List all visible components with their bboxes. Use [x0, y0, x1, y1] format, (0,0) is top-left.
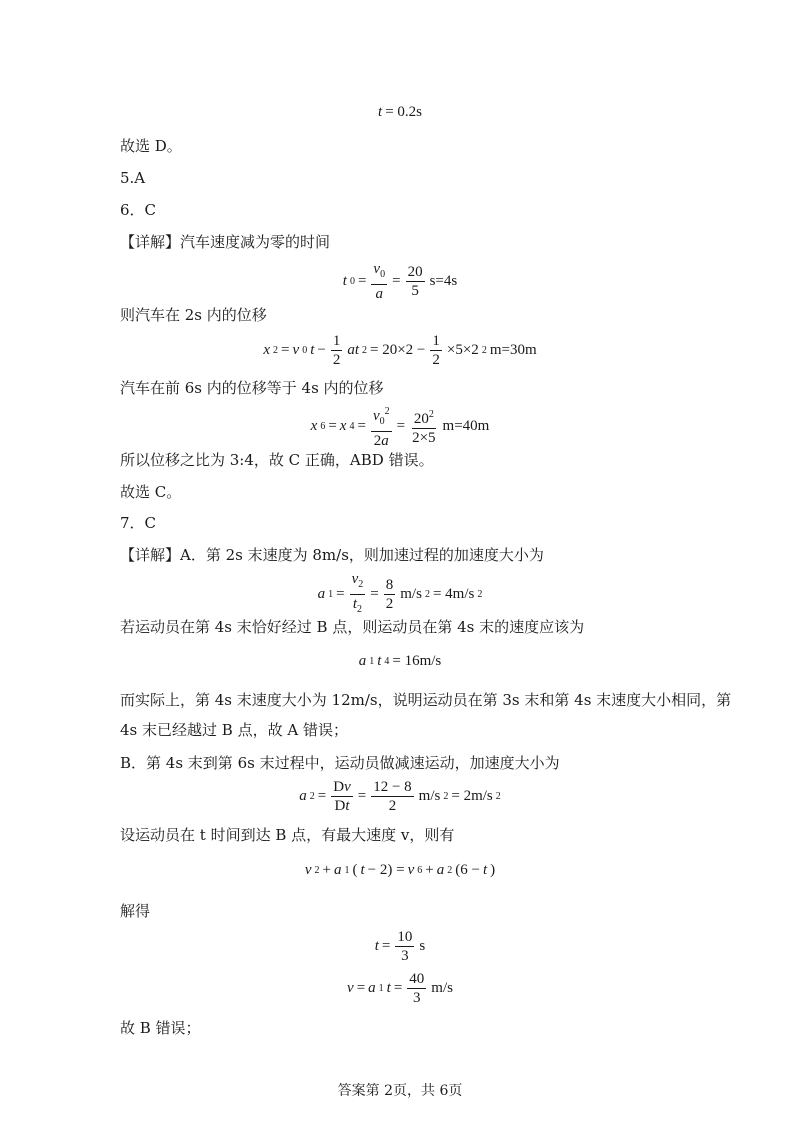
text-line: 所以位移之比为 3:4，故 C 正确，ABD 错误。: [120, 451, 434, 469]
text-line: 汽车在前 6s 内的位移等于 4s 内的位移: [120, 379, 384, 397]
text-line: 6．C: [120, 201, 157, 219]
text-line: 设运动员在 t 时间到达 B 点，有最大速度 v，则有: [120, 826, 455, 844]
equation-a2: a 2 = $\frac{Dv}{Dt}$ = $\frac{12 - 8}{2}$ m/s 2 = 2m/s 2: [299, 779, 501, 814]
text-line: 【详解】汽车速度减为零的时间: [120, 233, 331, 251]
equation-a1t4: a 1 t 4 = 16m/s: [358, 653, 442, 669]
text-line: 故选 C。: [120, 483, 182, 501]
text-line: 故选 D。: [120, 137, 182, 155]
text-line: 解得: [120, 902, 151, 920]
text-line: 【详解】A．第 2s 末速度为 8m/s，则加速过程的加速度大小为: [120, 546, 544, 564]
text-line: B．第 4s 末到第 6s 末过程中，运动员做减速运动，加速度大小为: [120, 754, 560, 772]
equation-t0: t 0 = $\frac{v_0}{a}$ = $\frac{20}{5}$ s=4s: [342, 261, 458, 302]
text-line: 则汽车在 2s 内的位移: [120, 306, 267, 324]
text-line: 5.A: [120, 169, 146, 187]
text-line: 故 B 错误；: [120, 1019, 201, 1037]
equation-x2: x 2 = v 0 t − $\frac{1}{2}$ at 2 = 20×2 − $\frac{1}{2}$ ×5×2 2 m=30m: [263, 333, 537, 368]
equation-a1: a 1 = $\frac{v_2}{t_2}$ = $\frac{8}{2}$ m/s 2 = 4m/s 2: [317, 571, 483, 615]
text-line: 7．C: [120, 514, 157, 532]
equation-t-solution: t = $\frac{10}{3}$ s: [374, 929, 426, 964]
page-footer: 答案第 2页，共 6页: [337, 1083, 463, 1099]
text-line: 而实际上，第 4s 末速度大小为 12m/s，说明运动员在第 3s 末和第 4s 末速度大小相同，第: [120, 691, 732, 709]
equation-t: t = 0.2s: [378, 104, 422, 120]
equation-v-solution: v = a 1 t = $\frac{40}{3}$ m/s: [347, 971, 453, 1006]
text-line: 若运动员在第 4s 末恰好经过 B 点，则运动员在第 4s 末的速度应该为: [120, 618, 585, 636]
text-line: 4s 末已经越过 B 点，故 A 错误；: [120, 721, 348, 739]
equation-x6: x 6 = x 4 = $\frac{v_0^2}{2a}$ = $\frac{20^2}{2\times 5}$ m=40m: [0, 403, 800, 450]
equation-velocity-balance: v 2 + a 1 ( t − 2) = v 6 + a 2 (6 − t ): [304, 862, 496, 878]
